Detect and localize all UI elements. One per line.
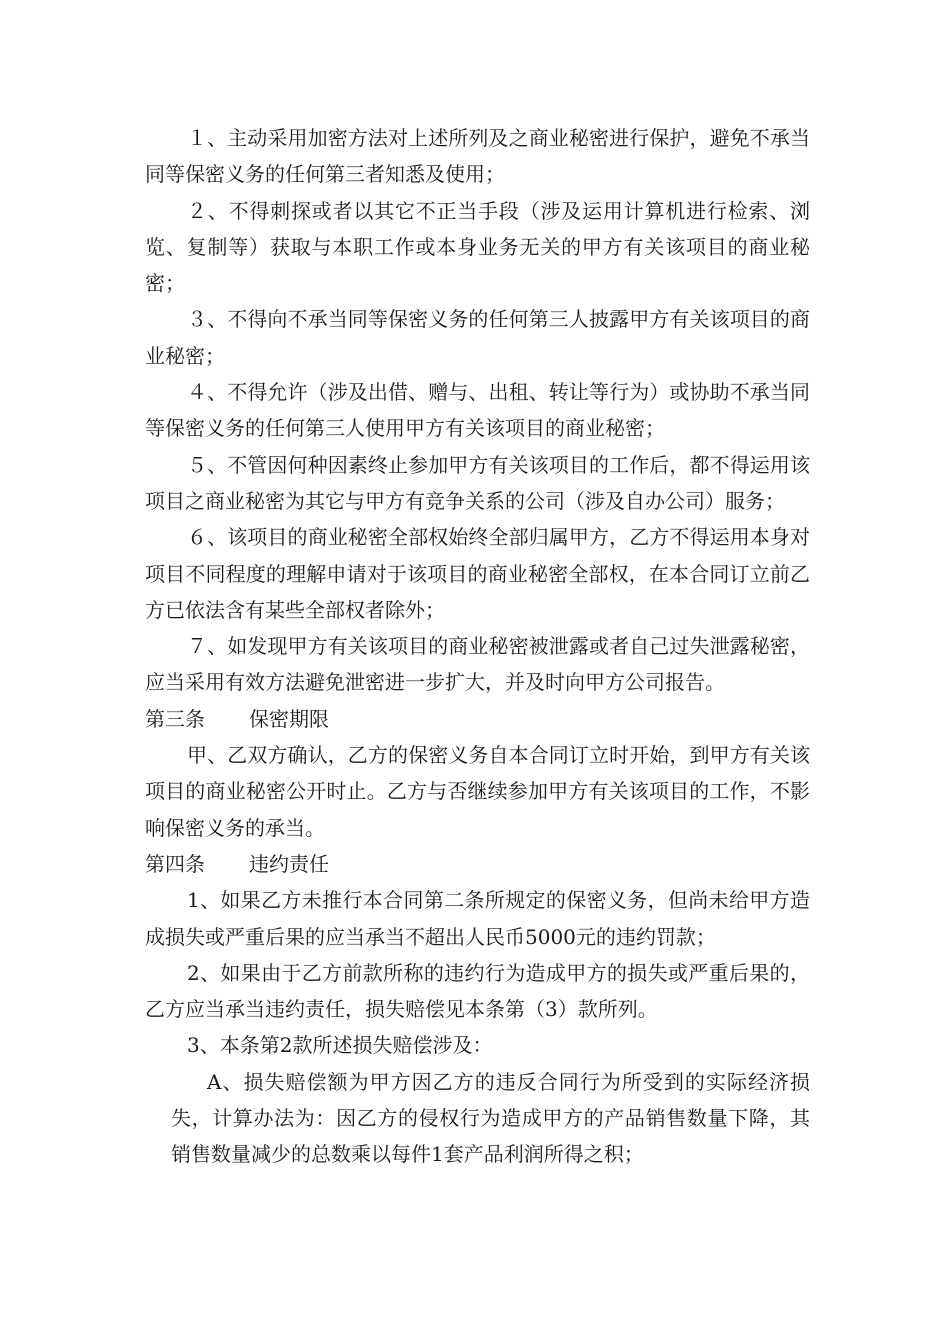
article-3-body: 甲、乙双方确认，乙方的保密义务自本合同订立时开始，到甲方有关该项目的商业秘密公开时止。乙方与否继续参加甲方有关该项目的工作，不影响保密义务的承当。 <box>145 743 810 840</box>
clause-item: ５、不管因何种因素终止参加甲方有关该项目的工作后，都不得运用该项目之商业秘密为其它与甲方有竞争关系的公司（涉及自办公司）服务； <box>145 452 810 513</box>
article-3-heading <box>145 701 810 737</box>
article-4-heading <box>145 846 810 882</box>
article-title: 违约责任 <box>249 851 329 876</box>
clause-item: ２、不得刺探或者以其它不正当手段（涉及运用计算机进行检索、浏览、复制等）获取与本职工作或本身业务无关的甲方有关该项目的商业秘密； <box>145 198 810 296</box>
sub-clause-a: A、损失赔偿额为甲方因乙方的违反合同行为所受到的实际经济损失，计算办法为：因乙方的侵权行为造成甲方的产品销售数量下降，其销售数量减少的总数乘以每件1套产品利润所得之积； <box>171 1069 810 1167</box>
clause-item: 1、如果乙方未推行本合同第二条所规定的保密义务，但尚未给甲方造成损失或严重后果的应当承当不超出人民币5000元的违约罚款； <box>145 888 810 949</box>
clause-item: ６、该项目的商业秘密全部权始终全部归属甲方，乙方不得运用本身对项目不同程度的理解申请对于该项目的商业秘密全部权，在本合同订立前乙方已依法含有某些全部权者除外； <box>145 525 810 622</box>
article-title: 保密期限 <box>249 706 329 731</box>
clause-item: ３、不得向不承当同等保密义务的任何第三人披露甲方有关该项目的商业秘密； <box>145 307 810 368</box>
clause-item: ４、不得允许（涉及出借、赠与、出租、转让等行为）或协助不承当同等保密义务的任何第三人使用甲方有关该项目的商业秘密； <box>145 380 810 441</box>
article-number: 第三条 <box>145 706 205 731</box>
contract-body <box>145 120 810 1173</box>
article-number: 第四条 <box>145 851 205 876</box>
clause-item: １、主动采用加密方法对上述所列及之商业秘密进行保护，避免不承当同等保密义务的任何第三者知悉及使用； <box>145 126 810 187</box>
clause-item: 2、如果由于乙方前款所称的违约行为造成甲方的损失或严重后果的，乙方应当承当违约责任，损失赔偿见本条第（3）款所列。 <box>145 960 810 1022</box>
clause-item: ７、如发现甲方有关该项目的商业秘密被泄露或者自己过失泄露秘密，应当采用有效方法避免泄密进一步扩大，并及时向甲方公司报告。 <box>145 634 810 695</box>
clause-item: 3、本条第2款所述损失赔偿涉及： <box>187 1033 493 1058</box>
